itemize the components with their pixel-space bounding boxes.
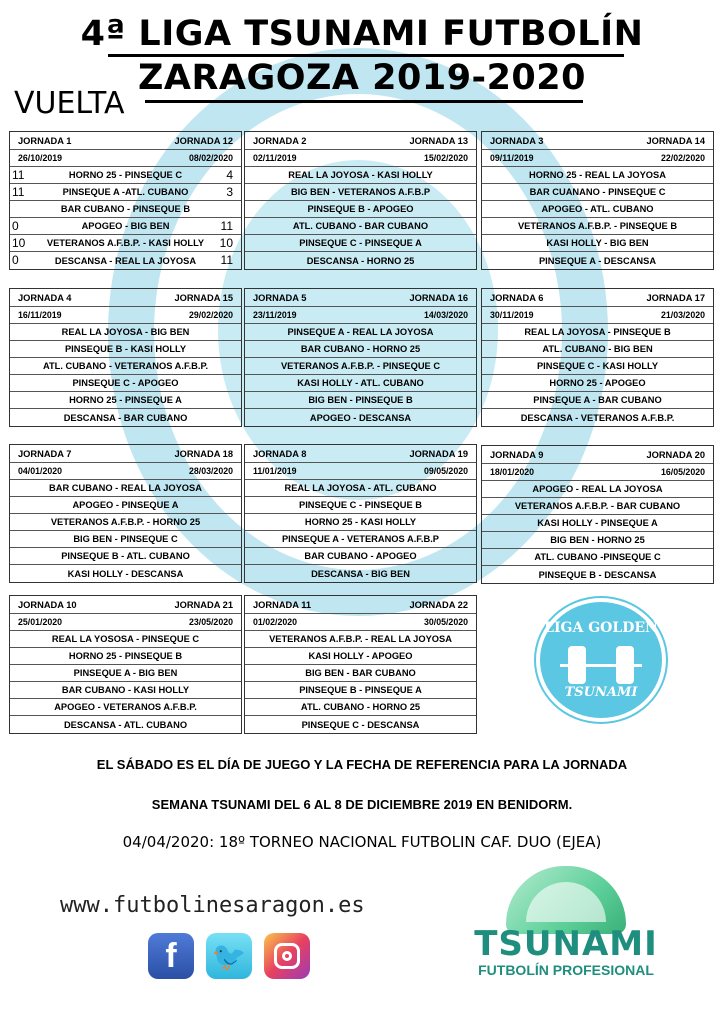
match-row — [245, 235, 476, 252]
match-teams: PINSEQUE A - BAR CUBANO — [533, 395, 662, 405]
match-row — [245, 497, 476, 514]
match-row — [482, 392, 713, 409]
match-teams: BIG BEN - PINSEQUE B — [308, 395, 413, 405]
jornada-date: 23/11/2019 — [253, 310, 297, 320]
match-teams: PINSEQUE C - PINSEQUE B — [299, 500, 422, 510]
note-tournament: 04/04/2020: 18º TORNEO NACIONAL FUTBOLIN CAF. DUO (EJEA) — [122, 833, 602, 851]
match-row — [10, 716, 241, 733]
match-row — [10, 218, 241, 235]
match-teams: ATL. CUBANO - BAR CUBANO — [292, 221, 429, 231]
jornada-header — [245, 132, 476, 150]
jornada-header — [482, 132, 713, 150]
match-row — [482, 549, 713, 566]
jornada-date: 25/01/2020 — [18, 617, 63, 627]
jornada-label-return: JORNADA 14 — [646, 135, 705, 146]
match-row — [245, 665, 476, 682]
jornada-date: 02/11/2019 — [253, 153, 297, 163]
jornada-date: 04/01/2020 — [18, 466, 63, 476]
match-teams: HORNO 25 - REAL LA JOYOSA — [529, 170, 666, 180]
liga-golden-logo — [536, 598, 666, 722]
match-row — [245, 699, 476, 716]
match-teams: HORNO 25 - APOGEO — [549, 378, 646, 388]
match-row — [10, 480, 241, 497]
match-teams: BIG BEN - PINSEQUE C — [73, 534, 178, 544]
match-row — [245, 167, 476, 184]
match-row — [10, 392, 241, 409]
jornada-date: 09/11/2019 — [490, 153, 534, 163]
twitter-icon[interactable]: 🐦 — [206, 933, 252, 979]
score-away: 11 — [220, 219, 233, 233]
jornada-label: JORNADA 2 — [253, 135, 307, 146]
score-away: 4 — [226, 168, 233, 182]
match-row — [10, 358, 241, 375]
jornada-label: JORNADA 3 — [490, 135, 544, 146]
match-teams: ATL. CUBANO - VETERANOS A.F.B.P. — [42, 361, 209, 371]
jornada-header — [10, 132, 241, 150]
match-row — [482, 201, 713, 218]
jornada-label-return: JORNADA 17 — [646, 292, 705, 303]
jornada-label-return: JORNADA 13 — [409, 135, 468, 146]
jornada-label-return: JORNADA 21 — [174, 599, 233, 610]
jornada-date-return: 30/05/2020 — [423, 617, 468, 627]
match-teams: ATL. CUBANO -PINSEQUE C — [534, 552, 661, 562]
jornada-label: JORNADA 9 — [490, 449, 544, 460]
match-row — [10, 252, 241, 269]
match-teams: PINSEQUE B - KASI HOLLY — [64, 344, 187, 354]
match-row — [10, 409, 241, 426]
match-teams: PINSEQUE A - REAL LA JOYOSA — [287, 327, 434, 337]
match-row — [482, 235, 713, 252]
match-teams: VETERANOS A.F.B.P. - PINSEQUE B — [517, 221, 678, 231]
jornada-header — [245, 445, 476, 463]
score-away: 11 — [220, 253, 233, 267]
match-teams: PINSEQUE A - BIG BEN — [73, 668, 178, 678]
match-teams: APOGEO - VETERANOS A.F.B.P. — [54, 702, 197, 712]
match-teams: PINSEQUE B - ATL. CUBANO — [61, 551, 190, 561]
jornada-label-return: JORNADA 16 — [409, 292, 468, 303]
match-teams: KASI HOLLY - BIG BEN — [546, 238, 649, 248]
jornada-header — [10, 289, 241, 307]
jornada-label: JORNADA 8 — [253, 448, 307, 459]
website-link[interactable]: www.futbolinesaragon.es — [60, 893, 365, 918]
score-away: 10 — [219, 236, 233, 250]
match-row — [245, 324, 476, 341]
match-teams: BAR CUANANO - PINSEQUE C — [529, 187, 666, 197]
jornada-card — [244, 595, 477, 734]
jornada-header — [10, 596, 241, 614]
match-row — [245, 716, 476, 733]
match-teams: KASI HOLLY - PINSEQUE A — [537, 518, 658, 528]
jornada-label: JORNADA 6 — [490, 292, 544, 303]
match-row — [10, 648, 241, 665]
jornada-date-return: 08/02/2020 — [188, 153, 233, 163]
match-row — [10, 375, 241, 392]
match-row — [245, 392, 476, 409]
match-row — [482, 184, 713, 201]
match-row — [10, 565, 241, 582]
jornada-card — [481, 131, 714, 270]
match-teams: PINSEQUE C - APOGEO — [72, 378, 179, 388]
match-teams: DESCANSA - ATL. CUBANO — [63, 719, 188, 730]
match-row — [10, 631, 241, 648]
match-teams: DESCANSA - BAR CUBANO — [63, 412, 188, 423]
jornada-header — [245, 289, 476, 307]
match-row — [245, 548, 476, 565]
match-row — [482, 375, 713, 392]
jornada-dates — [245, 463, 476, 480]
instagram-icon[interactable] — [264, 933, 310, 979]
jornada-label-return: JORNADA 19 — [409, 448, 468, 459]
match-teams: REAL LA JOYOSA - PINSEQUE B — [524, 327, 671, 337]
jornada-label: JORNADA 4 — [18, 292, 72, 303]
match-row — [245, 218, 476, 235]
match-teams: HORNO 25 - KASI HOLLY — [304, 517, 417, 527]
jornada-date: 26/10/2019 — [18, 153, 63, 163]
match-teams: KASI HOLLY - ATL. CUBANO — [297, 378, 424, 388]
match-teams: BAR CUBANO - PINSEQUE B — [60, 204, 191, 214]
match-row — [482, 341, 713, 358]
jornada-date-return: 28/03/2020 — [188, 466, 233, 476]
jornada-card — [481, 288, 714, 427]
match-row — [10, 682, 241, 699]
score-home: 10 — [12, 236, 26, 250]
jornada-label: JORNADA 7 — [18, 448, 72, 459]
jornada-label-return: JORNADA 18 — [174, 448, 233, 459]
match-row — [10, 548, 241, 565]
jornada-label-return: JORNADA 22 — [409, 599, 468, 610]
match-row — [245, 565, 476, 582]
match-row — [10, 235, 241, 252]
score-away: 3 — [226, 185, 233, 199]
note-game-day: EL SÁBADO ES EL DÍA DE JUEGO Y LA FECHA DE REFERENCIA PARA LA JORNADA — [96, 757, 628, 772]
brand-subtitle: FUTBOLÍN PROFESIONAL — [478, 962, 654, 978]
match-row — [245, 531, 476, 548]
match-teams: HORNO 25 - PINSEQUE C — [68, 170, 183, 180]
instagram-camera-glyph — [274, 943, 300, 969]
jornada-date-return: 14/03/2020 — [423, 310, 468, 320]
match-row — [245, 201, 476, 218]
match-row — [482, 566, 713, 583]
match-teams: HORNO 25 - PINSEQUE A — [69, 395, 182, 405]
match-teams: KASI HOLLY - APOGEO — [308, 651, 413, 661]
match-teams: BAR CUBANO - REAL LA JOYOSA — [49, 483, 202, 493]
jornada-header — [482, 289, 713, 307]
match-row — [10, 514, 241, 531]
jornada-card — [481, 445, 714, 584]
jornada-date: 30/11/2019 — [490, 310, 534, 320]
jornada-date-return: 16/05/2020 — [660, 467, 705, 477]
jornada-card — [9, 131, 242, 270]
match-teams: DESCANSA - VETERANOS A.F.B.P. — [520, 412, 675, 423]
facebook-icon[interactable]: f — [148, 933, 194, 979]
match-teams: BAR CUBANO - KASI HOLLY — [61, 685, 190, 695]
match-row — [482, 498, 713, 515]
match-teams: VETERANOS A.F.B.P. - REAL LA JOYOSA — [269, 634, 452, 644]
tsunami-brand-logo — [468, 862, 664, 992]
match-row — [245, 184, 476, 201]
match-row — [245, 648, 476, 665]
match-teams: PINSEQUE B - PINSEQUE A — [299, 685, 422, 695]
jornada-dates — [10, 463, 241, 480]
jornada-label: JORNADA 5 — [253, 292, 307, 303]
jornada-label: JORNADA 1 — [18, 135, 72, 146]
jornada-date-return: 09/05/2020 — [423, 466, 468, 476]
jornada-dates — [482, 464, 713, 481]
match-teams: HORNO 25 - PINSEQUE B — [68, 651, 183, 661]
score-home: 0 — [12, 253, 19, 267]
match-teams: VETERANOS A.F.B.P. - KASI HOLLY — [46, 238, 205, 248]
jornada-date: 18/01/2020 — [490, 467, 535, 477]
match-teams: APOGEO - DESCANSA — [309, 412, 412, 423]
jornada-date-return: 29/02/2020 — [188, 310, 233, 320]
match-teams: ATL. CUBANO - HORNO 25 — [300, 702, 421, 712]
match-teams: APOGEO - PINSEQUE A — [72, 500, 179, 510]
jornada-date: 16/11/2019 — [18, 310, 62, 320]
match-row — [245, 341, 476, 358]
match-row — [482, 532, 713, 549]
match-teams: ATL. CUBANO - BIG BEN — [542, 344, 653, 354]
match-row — [482, 167, 713, 184]
match-teams: PINSEQUE B - APOGEO — [307, 204, 414, 214]
match-teams: PINSEQUE C - PINSEQUE A — [299, 238, 422, 248]
match-teams: BIG BEN - BAR CUBANO — [305, 668, 416, 678]
jornada-date-return: 21/03/2020 — [660, 310, 705, 320]
match-row — [10, 497, 241, 514]
match-teams: APOGEO - ATL. CUBANO — [541, 204, 654, 214]
match-row — [245, 375, 476, 392]
match-teams: VETERANOS A.F.B.P. - BAR CUBANO — [514, 501, 681, 511]
match-row — [245, 631, 476, 648]
jornada-date-return: 22/02/2020 — [660, 153, 705, 163]
match-row — [245, 409, 476, 426]
jornada-dates — [10, 614, 241, 631]
match-row — [245, 480, 476, 497]
jornada-label: JORNADA 10 — [18, 599, 77, 610]
match-row — [482, 358, 713, 375]
page-title-line2: ZARAGOZA 2019-2020 — [138, 58, 586, 98]
match-teams: VETERANOS A.F.B.P. - PINSEQUE C — [280, 361, 441, 371]
jornada-header — [245, 596, 476, 614]
match-row — [10, 699, 241, 716]
jornada-dates — [10, 150, 241, 167]
match-teams: DESCANSA - REAL LA JOYOSA — [54, 255, 197, 266]
match-teams: BAR CUBANO - APOGEO — [304, 551, 417, 561]
jornada-dates — [245, 307, 476, 324]
phase-label: VUELTA — [14, 86, 125, 121]
match-teams: PINSEQUE B - DESCANSA — [538, 569, 657, 580]
note-tsunami-week: SEMANA TSUNAMI DEL 6 AL 8 DE DICIEMBRE 2019 EN BENIDORM. — [151, 797, 573, 812]
jornada-dates — [245, 614, 476, 631]
match-teams: BAR CUBANO - HORNO 25 — [300, 344, 421, 354]
match-teams: BIG BEN - VETERANOS A.F.B.P — [290, 187, 431, 197]
jornada-date: 01/02/2020 — [253, 617, 298, 627]
match-teams: APOGEO - BIG BEN — [81, 221, 170, 231]
title-underline-1 — [108, 54, 624, 57]
jornada-dates — [10, 307, 241, 324]
jornada-label-return: JORNADA 15 — [174, 292, 233, 303]
match-teams: PINSEQUE A -ATL. CUBANO — [62, 187, 189, 197]
match-teams: VETERANOS A.F.B.P. - HORNO 25 — [50, 517, 201, 527]
match-row — [245, 252, 476, 269]
score-home: 11 — [12, 185, 25, 199]
match-teams: DESCANSA - HORNO 25 — [306, 255, 415, 266]
jornada-label: JORNADA 11 — [253, 599, 312, 610]
match-row — [245, 358, 476, 375]
match-row — [245, 514, 476, 531]
match-row — [10, 324, 241, 341]
jornada-card — [244, 288, 477, 427]
match-row — [10, 167, 241, 184]
match-row — [482, 324, 713, 341]
jornada-header — [482, 446, 713, 464]
jornada-date-return: 15/02/2020 — [423, 153, 468, 163]
match-row — [482, 252, 713, 269]
match-row — [245, 682, 476, 699]
match-teams: REAL LA JOYOSA - KASI HOLLY — [288, 170, 433, 180]
match-row — [10, 531, 241, 548]
brand-name: TSUNAMI — [474, 924, 658, 964]
match-teams: KASI HOLLY - DESCANSA — [67, 568, 184, 579]
jornada-header — [10, 445, 241, 463]
match-row — [482, 218, 713, 235]
score-home: 0 — [12, 219, 19, 233]
match-row — [10, 201, 241, 218]
jornada-card — [244, 444, 477, 583]
jornada-date-return: 23/05/2020 — [188, 617, 233, 627]
logo-golden-top-text: LIGA GOLDEN — [544, 620, 658, 636]
match-row — [10, 184, 241, 201]
match-teams: REAL LA JOYOSA - BIG BEN — [61, 327, 190, 337]
match-teams: PINSEQUE A - VETERANOS A.F.B.P — [281, 534, 440, 544]
title-underline-2 — [145, 100, 583, 103]
score-home: 11 — [12, 168, 25, 182]
match-teams: PINSEQUE C - DESCANSA — [301, 719, 420, 730]
match-row — [482, 409, 713, 426]
logo-foosball-bar — [560, 664, 642, 667]
match-teams: PINSEQUE A - DESCANSA — [538, 255, 657, 266]
match-row — [10, 341, 241, 358]
match-teams: REAL LA JOYOSA - ATL. CUBANO — [284, 483, 437, 493]
match-teams: PINSEQUE C - KASI HOLLY — [536, 361, 659, 371]
match-teams: APOGEO - REAL LA JOYOSA — [532, 484, 663, 494]
match-row — [482, 515, 713, 532]
logo-golden-bottom-text: TSUNAMI — [564, 685, 638, 700]
jornada-card — [9, 444, 242, 583]
jornada-card — [9, 288, 242, 427]
jornada-label-return: JORNADA 12 — [174, 135, 233, 146]
match-row — [10, 665, 241, 682]
match-row — [482, 481, 713, 498]
jornada-label-return: JORNADA 20 — [646, 449, 705, 460]
page-title-line1: 4ª LIGA TSUNAMI FUTBOLÍN — [80, 14, 644, 54]
jornada-dates — [245, 150, 476, 167]
jornada-dates — [482, 150, 713, 167]
match-teams: BIG BEN - HORNO 25 — [550, 535, 645, 545]
jornada-dates — [482, 307, 713, 324]
jornada-date: 11/01/2019 — [253, 466, 297, 476]
jornada-card — [244, 131, 477, 270]
match-teams: DESCANSA - BIG BEN — [311, 568, 410, 579]
jornada-card — [9, 595, 242, 734]
match-teams: REAL LA YOSOSA - PINSEQUE C — [51, 634, 200, 644]
